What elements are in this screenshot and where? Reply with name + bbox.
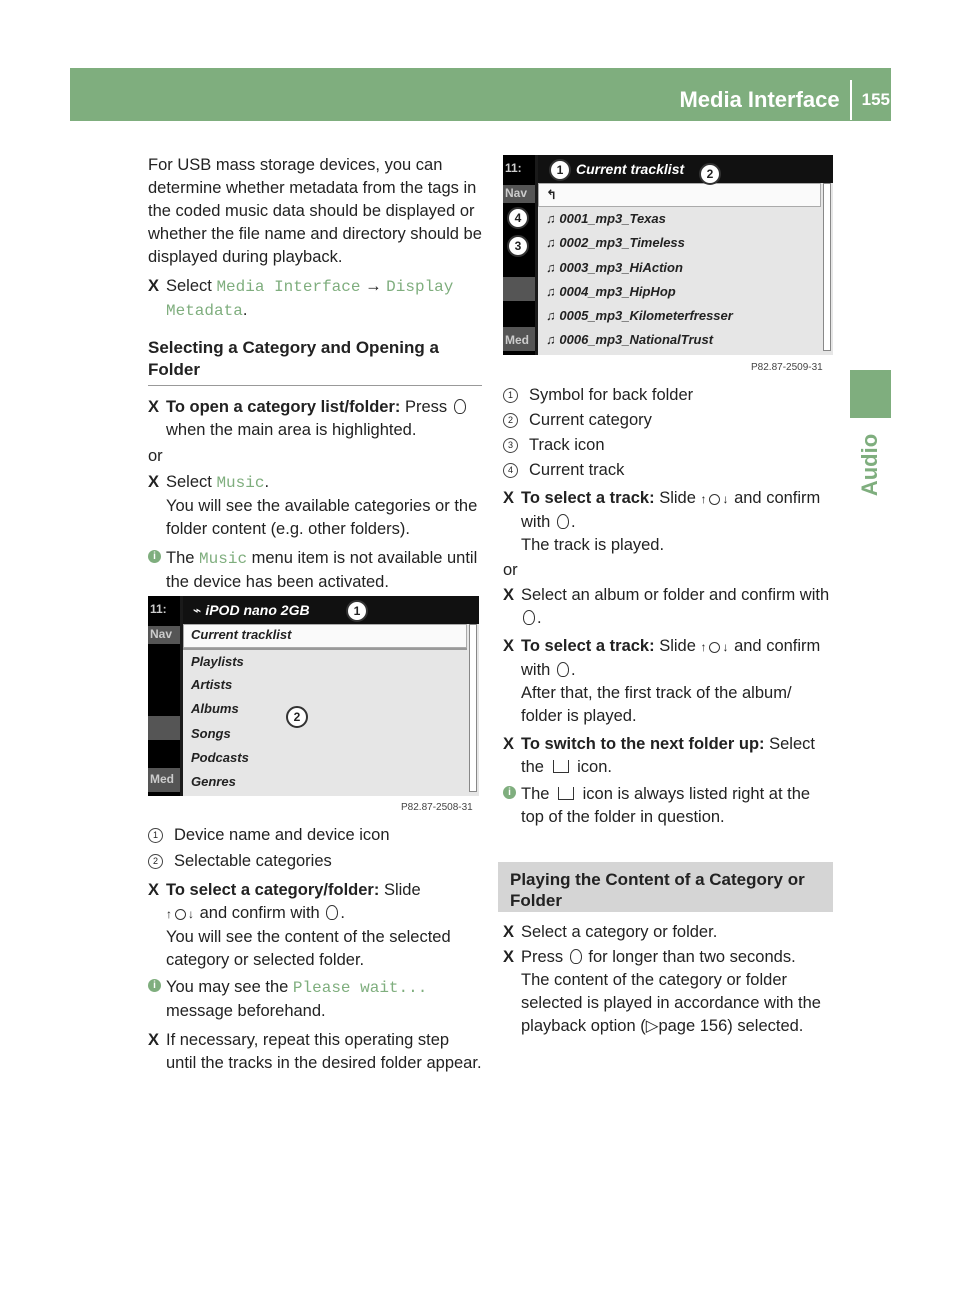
menu-item: Current tracklist (191, 627, 292, 642)
step-select-metadata: X Select Media Interface → Display Metadata. (148, 277, 454, 320)
device-screen-figure-2 (503, 155, 833, 355)
menu-item: Playlists (191, 654, 244, 669)
legend-item: 2 Current category (503, 409, 837, 432)
step-press-long: X Press for longer than two seconds. The content of the category or folder selected is played in accordance with the playback option (▷page 156) selected. (503, 948, 821, 1035)
screen-title-bar: Current tracklist (538, 155, 833, 183)
back-folder-icon: ↰ (546, 187, 557, 202)
step-folder-up: X To switch to the next folder up: Select the icon. (503, 735, 815, 776)
right-column (503, 384, 837, 829)
callout-2: 2 (286, 706, 308, 728)
section-heading: Selecting a Category and Opening a Folder (148, 337, 482, 386)
info-icon: i (503, 786, 516, 799)
header-divider (850, 80, 852, 120)
info-please-wait: i You may see the Please wait... message beforehand. (148, 976, 482, 1023)
step-open-category: X To open a category list/folder: Press when the main area is highlighted. (148, 396, 482, 442)
step-select-music: X Select Music. You will see the available categories or the folder content (e.g. other folders). (148, 473, 478, 538)
or-text: or (503, 561, 518, 579)
ipod-device-icon: ⌁ (193, 602, 206, 618)
page-ref-arrow-icon: ▷ (645, 1017, 659, 1035)
callout-3: 3 (507, 235, 529, 257)
track-row: ♫ 0003_mp3_HiAction (546, 260, 683, 275)
slide-control-icon: ↑ ↓ (166, 907, 195, 921)
menu-item: Genres (191, 774, 236, 789)
screen-scrollbar (469, 624, 477, 792)
callout-2: 2 (699, 163, 721, 185)
press-knob-icon (326, 905, 338, 920)
callout-1: 1 (549, 159, 571, 181)
screen-left-strip: 11: Nav Med (148, 596, 180, 796)
press-knob-icon (570, 949, 582, 964)
press-knob-icon (557, 514, 569, 529)
step-select-album: X Select an album or folder and confirm with . (503, 586, 830, 627)
step-select-track-2: X To select a track: Slide ↑ ↓ and confirm with . After that, the first track of the album/ folder is played. (503, 637, 821, 725)
step-repeat: X If necessary, repeat this operating step until the tracks in the desired folder appear. (148, 1031, 482, 1072)
legend-item: 1 Symbol for back folder (503, 384, 837, 407)
legend-item: 3 Track icon (503, 434, 837, 457)
step-marker: X (148, 277, 160, 295)
section-title: Media Interface (679, 87, 840, 112)
step-select-category: X To select a category/folder: Slide ↑ ↓ and confirm with . You will see the content of the selected category or selected folder. (148, 881, 451, 969)
track-row: ♫ 0006_mp3_NationalTrust (546, 332, 714, 347)
info-music-note: i The Music menu item is not available until the device has been activated. (148, 547, 482, 594)
side-label: Audio (857, 433, 883, 497)
intro-paragraph: For USB mass storage devices, you can determine whether metadata from the tags in the coded music data should be displayed or whether the file name and directory should be displayed during playback. (148, 156, 482, 266)
menu-item: Artists (191, 677, 233, 692)
figure-2-code: P82.87-2509-31 (751, 362, 823, 373)
section-heading-playing: Playing the Content of a Category or Folder (498, 862, 833, 912)
back-folder-icon (553, 760, 569, 773)
track-row: ♫ 0005_mp3_Kilometerfresser (546, 308, 733, 323)
step-select-category: X Select a category or folder. (503, 923, 718, 941)
info-icon: i (148, 979, 161, 992)
press-knob-icon (557, 662, 569, 677)
screen-main-area (183, 596, 479, 796)
callout-1: 1 (346, 600, 368, 622)
track-row: ♫ 0004_mp3_HipHop (546, 284, 676, 299)
page-number: 155 (861, 90, 890, 109)
menu-item: Podcasts (191, 750, 249, 765)
press-knob-icon (454, 399, 466, 414)
screen-left-strip: 11: Nav Med (503, 155, 535, 355)
slide-control-icon: ↑ ↓ (700, 640, 730, 654)
header-title-group (679, 80, 890, 120)
step-select-track-1: X To select a track: Slide ↑ ↓ and confirm with . The track is played. (503, 489, 821, 554)
screen-scrollbar (823, 183, 831, 351)
back-folder-row (538, 183, 821, 207)
legend-item: 2 Selectable categories (148, 850, 482, 873)
track-row: ♫ 0001_mp3_Texas (546, 211, 666, 226)
track-row: ♫ 0002_mp3_Timeless (546, 235, 685, 250)
side-tab-marker (850, 370, 891, 418)
info-icon: i (148, 550, 161, 563)
screen-main-area (538, 155, 833, 355)
or-text: or (148, 447, 163, 465)
menu-item: Albums (191, 701, 239, 716)
screen-title-bar: ⌁ iPOD nano 2GB (183, 596, 479, 624)
menu-item: Songs (191, 726, 231, 741)
left-column-top (148, 154, 482, 594)
slide-control-icon: ↑ ↓ (700, 492, 730, 506)
press-knob-icon (523, 610, 535, 625)
info-back-folder: i The icon is always listed right at the top of the folder in question. (503, 783, 837, 829)
right-column-bottom (503, 921, 837, 1038)
device-screen-figure-1 (148, 596, 479, 796)
left-column-bottom (148, 824, 482, 1075)
back-folder-icon (558, 787, 574, 800)
legend-item: 1 Device name and device icon (148, 824, 482, 847)
figure-1-code: P82.87-2508-31 (401, 802, 473, 813)
callout-4: 4 (507, 207, 529, 229)
legend-item: 4 Current track (503, 459, 837, 482)
